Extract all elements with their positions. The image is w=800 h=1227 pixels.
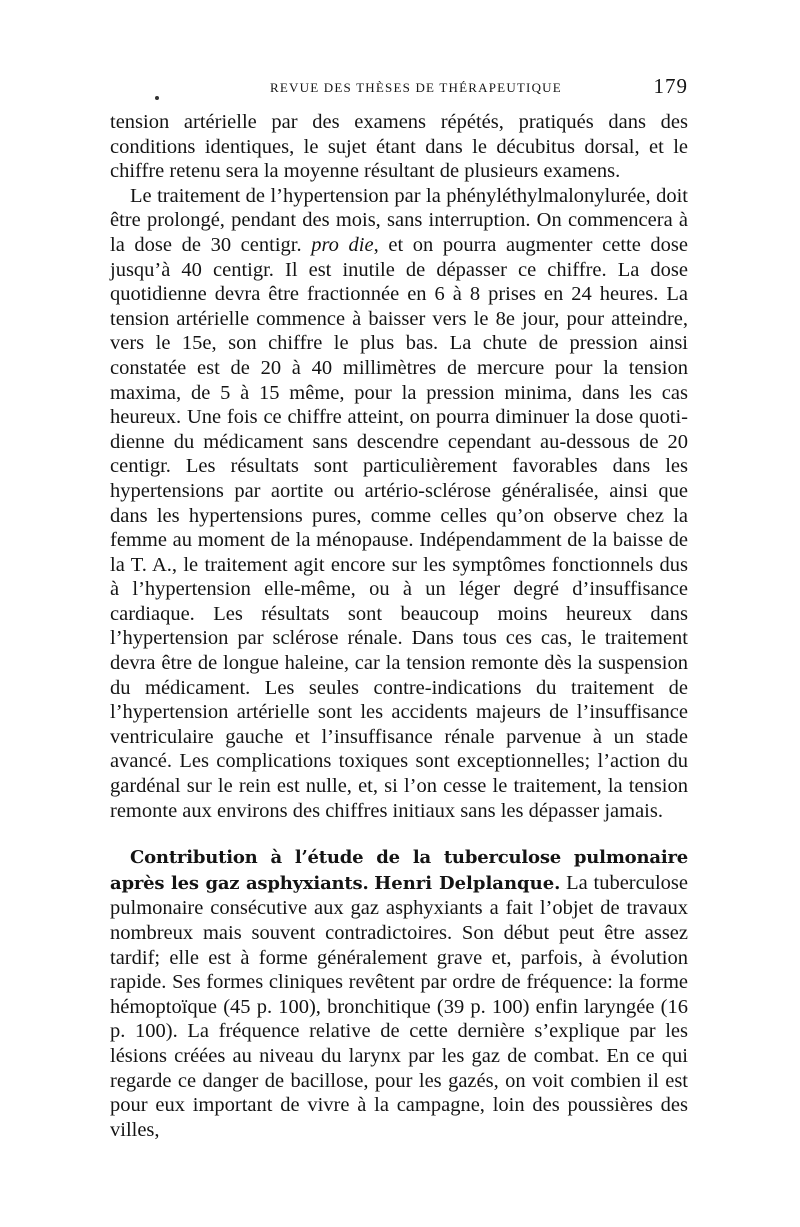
paragraph-treatment-text-b: , et on pourra augmenter cette dose jusqu’à 40 centigr. Il est inutile de dépasser ce chiffre. La dose quotidienne devra être fractionnée en 6 à 8 prises en 24 heures. La tension artérielle commence à baisser vers le 8e jour, pour atteindre, vers le 15e, son chiffre le plus bas. La chute de pression ainsi constatée est de 20 à 40 millimètres de mercure pour la tension maxima, de 5 à 15 même, pour la pression minima, dans les cas heureux. Une fois ce chiffre atteint, on pourra diminuer la dose quotidienne du médicament sans descendre cependant au-dessous de 20 centigr. Les résultats sont particulièrement favorables dans les hypertensions par aortite ou artério-sclérose généralisée, ainsi que dans les hypertensions pures, comme celles qu’on observe chez la femme au moment de la ménopause. Indépendamment de la baisse de la T. A., le traitement agit encore sur les symptômes fonctionnels dus à l’hypertension elle-même, ou à un léger degré d’insuffisance cardiaque. Les résultats sont beaucoup moins heureux dans l’hypertension par sclérose rénale. Dans tous ces cas, le traitement devra être de longue haleine, car la tension remonte dès la suspension du médicament. Les seules contre-indications du traitement de l’hypertension artérielle sont les accidents majeurs de l’insuffisance ventriculaire gauche et l’insuffisance rénale parvenue à un stade avancé. Les complications toxiques sont exceptionnelles; l’action du gardénal sur le rein est nulle, et, si l’on cesse le traitement, la tension remonte aux environs des chiffres initiaux sans les dépasser jamais.: [110, 233, 689, 822]
paragraph-continuation: tension artérielle par des examens répétés, pratiqués dans des conditions identiques, le sujet étant dans le décubitus dorsal, et le chiffre retenu sera la moyenne résultant de plusieurs examens.: [110, 111, 688, 183]
print-speck: [155, 96, 159, 100]
paragraph-treatment-text-a: Le traitement de l’hypertension par la phényléthylmalonylurée, doit être prolongé, pendant des mois, sans interruption. On commencera à la dose de 30 centigr.: [110, 184, 688, 256]
page-number: 179: [653, 74, 688, 98]
thesis-title: Contribution à l’étude de la tuberculose pulmonaire après les gaz asphyxiants.: [110, 847, 688, 894]
thesis-entry: [110, 845, 688, 1142]
running-head: [110, 70, 688, 110]
document-page: [110, 70, 688, 1142]
running-title: REVUE DES THÈSES DE THÉRAPEUTIQUE: [270, 80, 562, 95]
thesis-summary: La tuberculose pulmonaire consécutive aux gaz asphyxiants a fait l’objet de travaux nombreux mais souvent contradictoires. Son début peut être assez tardif; elle est à forme généralement grave et, parfois, à évolution rapide. Ses formes cliniques revêtent par ordre de fréquence: la forme hémoptoïque (45 p. 100), bronchitique (39 p. 100) enfin laryngée (16 p. 100). La fréquence relative de cette dernière s’explique par les lésions créées au niveau du larynx par les gaz de combat. En ce qui regarde ce danger de bacillose, pour les gazés, on voit combien il est pour eux important de vivre à la campagne, loin des poussières des villes,: [110, 871, 688, 1141]
paragraph-treatment: [110, 184, 688, 823]
thesis-author: Henri Delplanque.: [374, 872, 561, 894]
latin-phrase: pro die: [311, 233, 374, 256]
section-gap: [110, 823, 688, 845]
